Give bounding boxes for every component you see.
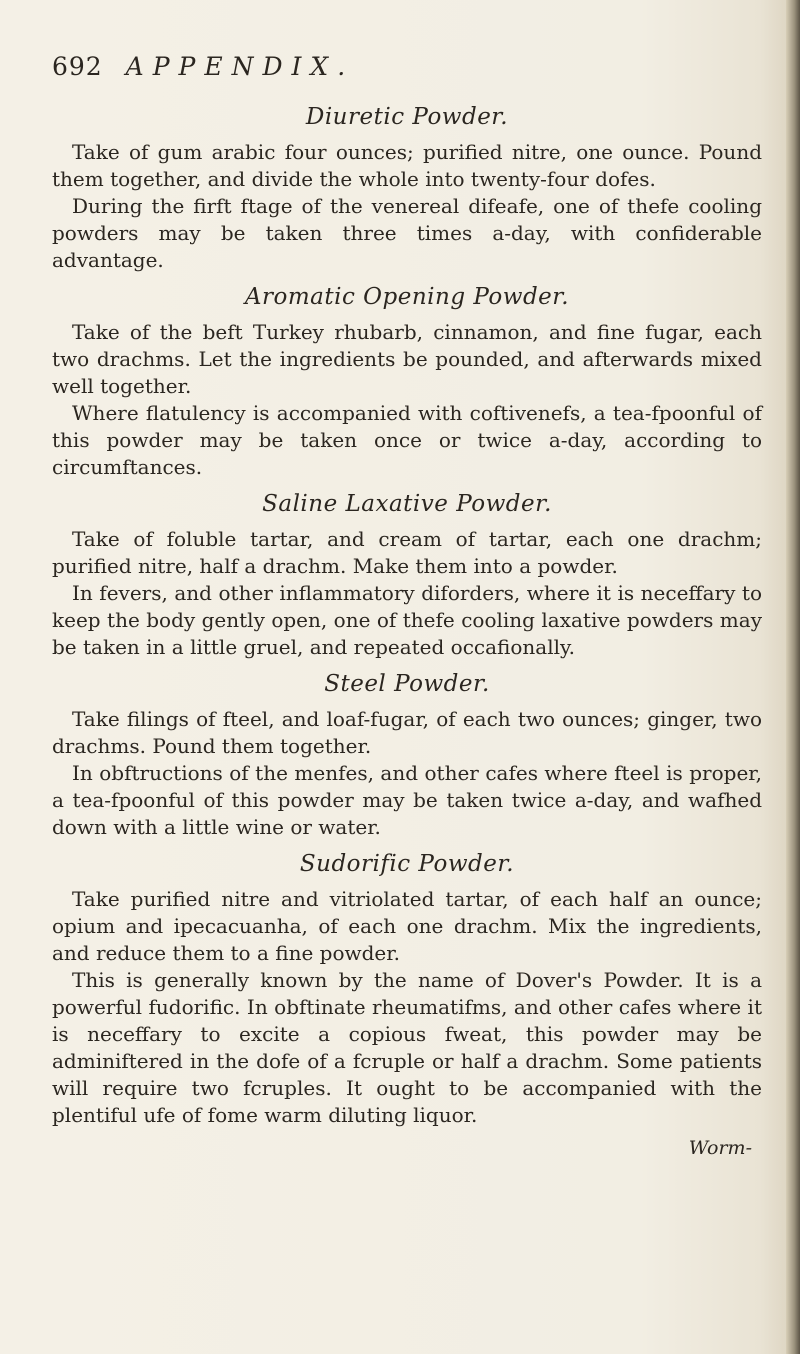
paragraph: This is generally known by the name of Dover's Powder. It is a powerful fudorific. In obftinate rheumatifms, and other cafes where it is neceffary to excite a copious fweat, this powder may be adminiftered in the dofe of a fcruple or half a drachm. Some patients will require two fcruples. It ought to be accompanied with the plentiful ufe of fome warm diluting liquor. <box>52 968 762 1127</box>
paragraph: Take filings of fteel, and loaf-fugar, of each two ounces; ginger, two drachms. Pound them together. <box>52 707 762 758</box>
paragraph: During the firft ftage of the venereal difeafe, one of thefe cooling powders may be taken three times a-day, with confiderable advantage. <box>52 194 762 272</box>
paragraph: In fevers, and other inflammatory diforders, where it is neceffary to keep the body gently open, one of thefe cooling laxative powders may be taken in a little gruel, and repeated occafionally. <box>52 581 762 659</box>
section-saline-laxative-powder <box>52 491 762 661</box>
running-title: APPENDIX. <box>125 52 355 81</box>
section-aromatic-opening-powder <box>52 284 762 481</box>
section-title: Saline Laxative Powder. <box>262 491 552 517</box>
section-title: Sudorific Powder. <box>299 851 515 877</box>
paragraph: Take of foluble tartar, and cream of tartar, each one drachm; purified nitre, half a drachm. Make them into a powder. <box>52 527 762 578</box>
section-diuretic-powder <box>52 104 762 274</box>
section-steel-powder <box>52 671 762 841</box>
paragraph: Take purified nitre and vitriolated tartar, of each half an ounce; opium and ipecacuanha, of each one drachm. Mix the ingredients, and reduce them to a fine powder. <box>52 887 762 965</box>
page-number: 692 <box>52 52 103 81</box>
section-title: Steel Powder. <box>324 671 490 697</box>
running-header <box>52 52 354 81</box>
paragraph: In obftructions of the menfes, and other cafes where fteel is proper, a tea-fpoonful of this powder may be taken twice a-day, and wafhed down with a little wine or water. <box>52 761 762 839</box>
catchword: Worm- <box>688 1137 752 1159</box>
section-sudorific-powder <box>52 851 762 1129</box>
paragraph: Take of gum arabic four ounces; purified nitre, one ounce. Pound them together, and divide the whole into twenty-four dofes. <box>52 140 762 191</box>
body-text <box>52 104 762 1162</box>
page-edge <box>786 0 800 1354</box>
paragraph: Where flatulency is accompanied with coftivenefs, a tea-fpoonful of this powder may be taken once or twice a-day, according to circumftances. <box>52 401 762 479</box>
section-title: Aromatic Opening Powder. <box>244 284 570 310</box>
section-title: Diuretic Powder. <box>305 104 509 130</box>
paragraph: Take of the beft Turkey rhubarb, cinnamon, and fine fugar, each two drachms. Let the ingredients be pounded, and afterwards mixed well together. <box>52 320 762 398</box>
